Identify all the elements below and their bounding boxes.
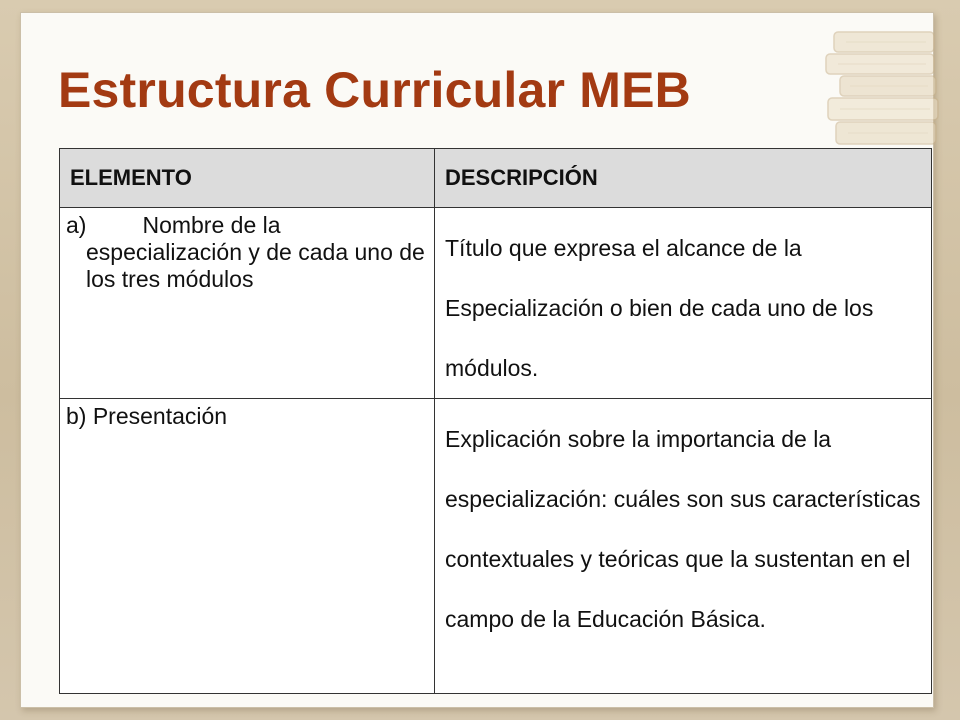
slide-title: Estructura Curricular MEB [58,62,691,118]
element-cell: b) Presentación [60,399,435,694]
table-header-row [60,149,932,208]
element-marker: a) [66,212,87,238]
header-elemento: ELEMENTO [60,149,435,208]
element-text [66,212,428,293]
table-row [60,399,932,694]
element-label: Nombre de la especialización y de cada uno de los tres módulos [86,212,425,292]
description-cell: Explicación sobre la importancia de la especialización: cuáles son sus características contextuales y teóricas que la sustentan en el campo de la Educación Básica. [435,399,932,694]
element-cell [60,208,435,399]
books-stack-icon [806,10,946,160]
description-cell: Título que expresa el alcance de la Especialización o bien de cada uno de los módulos. [435,208,932,399]
header-descripcion: DESCRIPCIÓN [435,149,932,208]
table-row [60,208,932,399]
curriculum-table [59,148,932,694]
